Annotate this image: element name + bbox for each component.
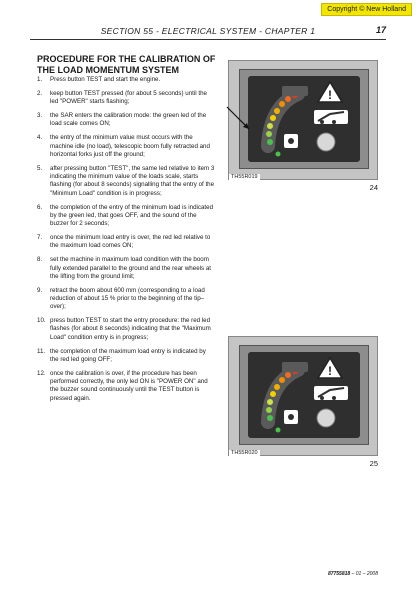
step-number: 11. bbox=[37, 347, 46, 355]
panel-display bbox=[248, 76, 360, 162]
document-date: – 01 – 2008 bbox=[351, 571, 378, 577]
panel-graphic bbox=[248, 76, 360, 162]
led-orange bbox=[279, 377, 285, 383]
step-text: press button TEST to start the entry procedure: the red led flashes (for about 8 seconds) indicating that the "Maximum Load" condition entry is in progress; bbox=[50, 317, 211, 341]
procedure-title: PROCEDURE FOR THE CALIBRATION OF THE LOAD MOMENTUM SYSTEM bbox=[37, 54, 216, 75]
step-12 bbox=[37, 370, 215, 403]
step-text: Press button TEST and start the engine. bbox=[50, 76, 161, 83]
svg-text:!: ! bbox=[328, 364, 332, 378]
figure-reference: TH55R020 bbox=[231, 450, 258, 456]
led bbox=[270, 115, 276, 121]
step-number: 9. bbox=[37, 286, 43, 294]
figure-load-indicator-panel bbox=[228, 60, 378, 180]
led bbox=[285, 372, 291, 378]
step-number: 10. bbox=[37, 317, 46, 325]
step-number: 4. bbox=[37, 134, 43, 142]
step-number: 8. bbox=[37, 256, 43, 264]
step-text: once the calibration is over, if the procedure has been performed correctly, the only led ON is "POWER ON" and the buzzer sound continuously until the TEST button is pressed again. bbox=[50, 369, 208, 402]
step-text: the entry of the minimum value must occurs with the machine idle (no load), telescopic boom fully retracted and horizontal forks just off the ground; bbox=[50, 134, 210, 158]
step-text: the completion of the entry of the minimum load is indicated by the green led, that goes OFF, and the sound of the buzzer for 2 seconds; bbox=[50, 203, 214, 228]
step-9 bbox=[37, 287, 215, 312]
step-text: set the machine in maximum load condition with the boom fully extended parallel to the ground and the rear wheels at the lifting from the ground limit; bbox=[50, 256, 211, 280]
figure-number: 25 bbox=[369, 459, 378, 468]
panel-housing bbox=[239, 69, 369, 169]
led bbox=[274, 108, 280, 114]
step-text: the completion of the maximum load entry is indicated by the red led going OFF; bbox=[50, 347, 206, 363]
step-number: 1. bbox=[37, 76, 43, 83]
step-text: keep button TEST pressed (for about 5 seconds) until the led "POWER" starts flashing; bbox=[50, 89, 207, 106]
pointer-arrow bbox=[225, 103, 255, 133]
led bbox=[270, 391, 276, 397]
indicator-label-plate bbox=[282, 362, 308, 372]
step-10 bbox=[37, 317, 215, 342]
page-number: 17 bbox=[375, 25, 386, 35]
document-code: 87755818 bbox=[327, 571, 351, 577]
panel-display bbox=[248, 352, 360, 438]
step-number: 3. bbox=[37, 112, 43, 120]
led bbox=[274, 384, 280, 390]
led bbox=[267, 123, 273, 129]
step-7 bbox=[37, 234, 215, 251]
step-5 bbox=[37, 165, 215, 198]
step-4 bbox=[37, 134, 215, 159]
step-text: once the minimum load entry is over, the red led relative to the maximum load comes ON; bbox=[50, 234, 211, 250]
figure-number: 24 bbox=[369, 183, 378, 192]
power-led bbox=[276, 152, 281, 157]
step-text: the SAR enters the calibration mode: the green led of the load scale comes ON; bbox=[50, 112, 207, 128]
led bbox=[285, 96, 291, 102]
test-button[interactable] bbox=[317, 133, 335, 151]
step-number: 6. bbox=[37, 203, 43, 211]
step-3 bbox=[37, 112, 215, 129]
page-footer bbox=[328, 571, 378, 577]
test-button[interactable] bbox=[317, 409, 335, 427]
panel-housing bbox=[239, 345, 369, 445]
figure-load-indicator-panel bbox=[228, 336, 378, 456]
step-number: 12. bbox=[37, 369, 46, 377]
step-6 bbox=[37, 204, 215, 229]
page-header bbox=[30, 26, 386, 40]
step-text: after pressing button "TEST", the same led relative to item 3 indicating the minimum value of the loads scale, starts flashing (for about 8 seconds) signalling that the entry of the "Minimum Load" condition is in progress; bbox=[50, 164, 215, 197]
led bbox=[267, 399, 273, 405]
led-green bbox=[267, 415, 273, 421]
figure-reference: TH55R019 bbox=[231, 174, 258, 180]
step-1 bbox=[37, 76, 215, 84]
step-text: retract the boom about 600 mm (corresponding to a load reduction of about 15 % prior to the beginning of the tip–over); bbox=[50, 286, 205, 311]
led bbox=[266, 407, 272, 413]
led-green bbox=[267, 139, 273, 145]
copyright-badge: Copyright © New Holland bbox=[321, 3, 412, 16]
panel-graphic bbox=[248, 352, 360, 438]
power-led bbox=[276, 428, 281, 433]
step-8 bbox=[37, 256, 215, 281]
step-11 bbox=[37, 348, 215, 365]
svg-text:!: ! bbox=[328, 88, 332, 102]
procedure-steps bbox=[37, 76, 215, 409]
section-title: SECTION 55 - ELECTRICAL SYSTEM - CHAPTER 1 bbox=[100, 26, 316, 36]
step-number: 5. bbox=[37, 164, 43, 172]
led bbox=[266, 131, 272, 137]
step-number: 7. bbox=[37, 234, 43, 242]
indicator-label-plate bbox=[282, 86, 308, 96]
step-2 bbox=[37, 90, 215, 107]
led-orange bbox=[279, 101, 285, 107]
step-number: 2. bbox=[37, 89, 43, 97]
